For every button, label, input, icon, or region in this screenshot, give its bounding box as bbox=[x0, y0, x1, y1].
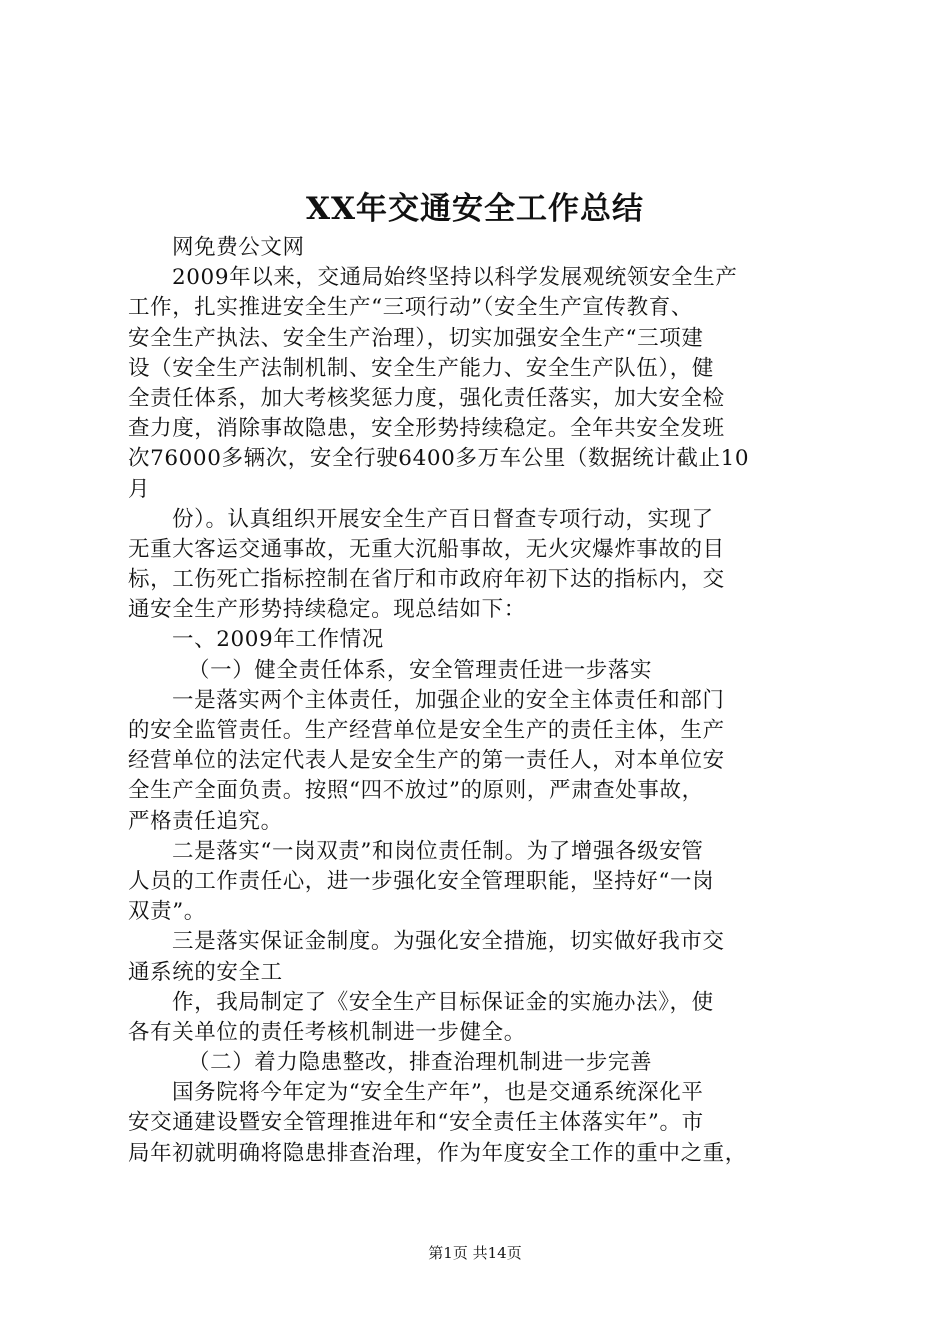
text-line: （二）着力隐患整改，排查治理机制进一步完善 bbox=[188, 1050, 653, 1076]
text-line: 通安全生产形势持续稳定。现总结如下： bbox=[128, 597, 526, 623]
text-line: 网免费公文网 bbox=[172, 235, 305, 260]
text-line: 的安全监管责任。生产经营单位是安全生产的责任主体，生产 bbox=[128, 718, 725, 743]
text-line: 月 bbox=[128, 476, 151, 502]
text-line: 标，工伤死亡指标控制在省厅和市政府年初下达的指标内，交 bbox=[128, 567, 725, 593]
text-line: 严格责任追究。 bbox=[128, 808, 283, 834]
text-line: 人员的工作责任心，进一步强化安全管理职能，坚持好“一岗 bbox=[128, 868, 715, 894]
text-line: 一、2009年工作情况 bbox=[172, 627, 384, 653]
page-footer: 第1页 共14页 bbox=[428, 1244, 522, 1262]
text-line: 全生产全面负责。按照“四不放过”的原则，严肃查处事故， bbox=[128, 778, 704, 804]
text-line: 双责”。 bbox=[128, 899, 206, 925]
text-line: 安全生产执法、安全生产治理），切实加强安全生产“三项建 bbox=[128, 325, 704, 351]
text-line: 经营单位的法定代表人是安全生产的第一责任人，对本单位安 bbox=[128, 748, 725, 774]
text-line: 通系统的安全工 bbox=[128, 959, 283, 985]
text-line: 各有关单位的责任考核机制进一步健全。 bbox=[128, 1019, 526, 1045]
text-line: 三是落实保证金制度。为强化安全措施，切实做好我市交 bbox=[172, 929, 725, 955]
text-line: 一是落实两个主体责任，加强企业的安全主体责任和部门 bbox=[172, 687, 725, 713]
document-body bbox=[128, 233, 828, 1169]
text-line: 无重大客运交通事故，无重大沉船事故，无火灾爆炸事故的目 bbox=[128, 536, 725, 562]
text-line: 安交通建设暨安全管理推进年和“安全责任主体落实年”。市 bbox=[128, 1110, 704, 1136]
text-line: 全责任体系，加大考核奖惩力度，强化责任落实，加大安全检 bbox=[128, 385, 725, 411]
text-line: 局年初就明确将隐患排查治理，作为年度安全工作的重中之重， bbox=[128, 1140, 747, 1166]
text-line: 次76000多辆次，安全行驶6400多万车公里（数据统计截止10 bbox=[128, 446, 750, 472]
text-line: 查力度，消除事故隐患，安全形势持续稳定。全年共安全发班 bbox=[128, 416, 725, 442]
document-title: XX年交通安全工作总结 bbox=[305, 191, 645, 227]
text-line: 二是落实“一岗双责”和岗位责任制。为了增强各级安管 bbox=[172, 838, 704, 864]
text-line: 作，我局制定了《安全生产目标保证金的实施办法》，使 bbox=[172, 989, 714, 1015]
text-line: 2009年以来，交通局始终坚持以科学发展观统领安全生产 bbox=[172, 265, 738, 291]
text-line: 设（安全生产法制机制、安全生产能力、安全生产队伍），健 bbox=[128, 355, 714, 381]
text-line: 国务院将今年定为“安全生产年”，也是交通系统深化平 bbox=[172, 1080, 704, 1106]
text-line: （一）健全责任体系，安全管理责任进一步落实 bbox=[188, 657, 653, 683]
text-line: 份）。认真组织开展安全生产百日督查专项行动，实现了 bbox=[172, 506, 714, 532]
text-line: 工作，扎实推进安全生产“三项行动”（安全生产宣传教育、 bbox=[128, 295, 693, 321]
